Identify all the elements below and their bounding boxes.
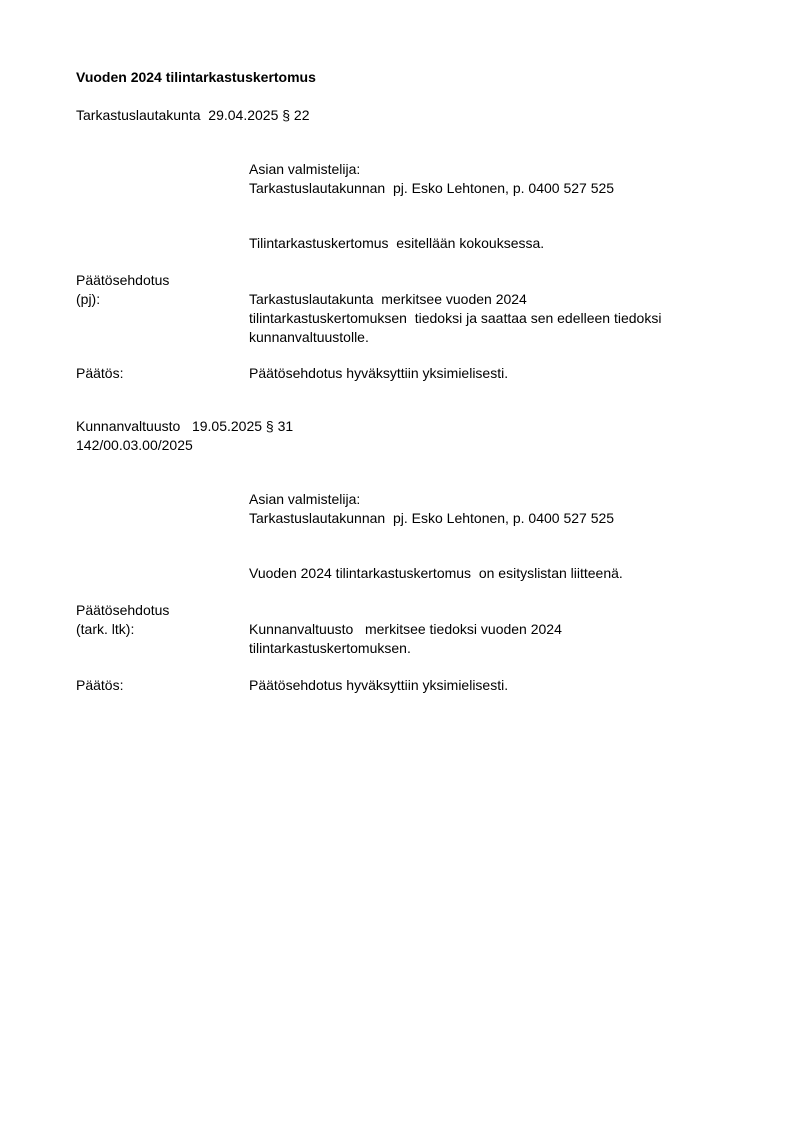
proposal-line: Tarkastuslautakunta merkitsee vuoden 2024 <box>249 291 527 307</box>
proposal-line: kunnanvaltuustolle. <box>249 329 369 345</box>
proposal-sublabel: (pj): <box>76 291 101 307</box>
decision-text: Päätösehdotus hyväksyttiin yksimielisesti. <box>249 677 509 693</box>
proposal-label: Päätösehdotus <box>76 272 170 288</box>
proposal-line: tilintarkastuskertomuksen tiedoksi ja saattaa sen edelleen tiedoksi <box>249 310 662 326</box>
preparer-label: Asian valmistelija: <box>249 161 361 177</box>
proposal-label: Päätösehdotus <box>76 602 170 618</box>
section-header: Kunnanvaltuusto 19.05.2025 § 31 <box>76 418 294 434</box>
section-header: Tarkastuslautakunta 29.04.2025 § 22 <box>76 107 310 123</box>
preparer-label: Asian valmistelija: <box>249 491 361 507</box>
intro-text: Tilintarkastuskertomus esitellään kokouksessa. <box>249 235 545 251</box>
intro-text: Vuoden 2024 tilintarkastuskertomus on esityslistan liitteenä. <box>249 565 623 581</box>
preparer-text: Tarkastuslautakunnan pj. Esko Lehtonen, p. 0400 527 525 <box>249 180 615 196</box>
preparer-text: Tarkastuslautakunnan pj. Esko Lehtonen, p. 0400 527 525 <box>249 510 615 526</box>
decision-text: Päätösehdotus hyväksyttiin yksimielisesti. <box>249 365 509 381</box>
decision-label: Päätös: <box>76 365 124 381</box>
proposal-sublabel: (tark. ltk): <box>76 621 135 637</box>
proposal-line: Kunnanvaltuusto merkitsee tiedoksi vuoden 2024 <box>249 621 562 637</box>
proposal-line: tilintarkastuskertomuksen. <box>249 640 411 656</box>
decision-label: Päätös: <box>76 677 124 693</box>
document-title: Vuoden 2024 tilintarkastuskertomus <box>76 69 316 85</box>
case-number: 142/00.03.00/2025 <box>76 437 193 453</box>
